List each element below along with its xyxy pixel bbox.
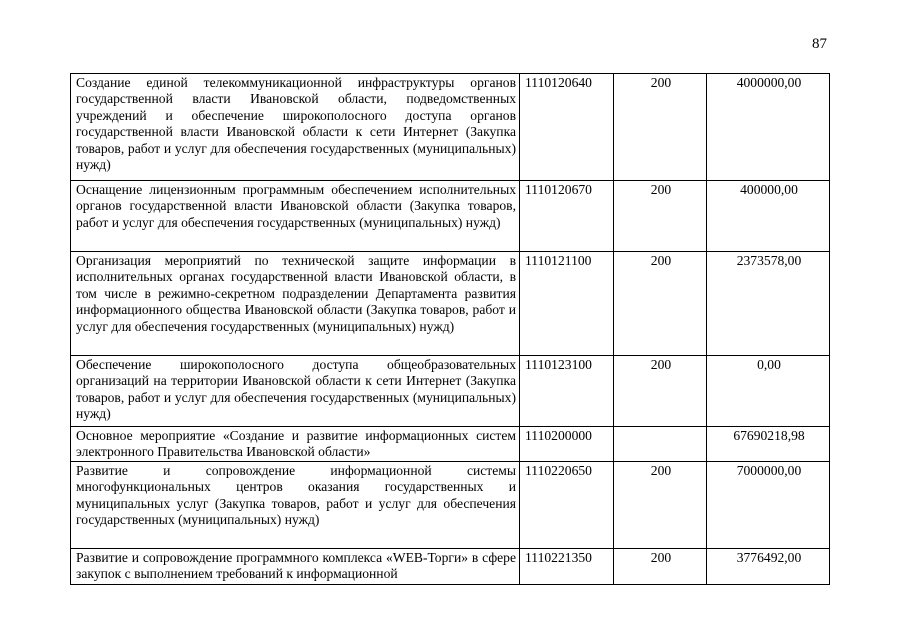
row-code: 1110120670 bbox=[520, 181, 614, 252]
row-amount: 2373578,00 bbox=[707, 252, 830, 356]
row-name: Обеспечение широкополосного доступа общеобразовательных организаций на территории Ивановской области к сети Интернет (Закупка товаров, работ и услуг для обеспечения государственных (муниципальных) нужд) bbox=[71, 356, 520, 427]
row-code: 1110120640 bbox=[520, 74, 614, 181]
table-row bbox=[71, 462, 830, 549]
budget-table bbox=[70, 73, 830, 585]
table-row bbox=[71, 252, 830, 356]
table-row bbox=[71, 181, 830, 252]
row-amount: 7000000,00 bbox=[707, 462, 830, 549]
row-code: 1110221350 bbox=[520, 549, 614, 585]
row-amount: 400000,00 bbox=[707, 181, 830, 252]
table-row bbox=[71, 74, 830, 181]
row-name: Создание единой телекоммуникационной инфраструктуры органов государственной власти Ивановской области, подведомственных учреждений и обеспечение широкополосного доступа органов государственной власти Ивановской области к сети Интернет (Закупка товаров, работ и услуг для обеспечения государственных (муниципальных) нужд) bbox=[71, 74, 520, 181]
table-row bbox=[71, 427, 830, 462]
row-expense-type: 200 bbox=[614, 252, 707, 356]
row-amount: 0,00 bbox=[707, 356, 830, 427]
table-row bbox=[71, 356, 830, 427]
row-expense-type: 200 bbox=[614, 356, 707, 427]
row-code: 1110121100 bbox=[520, 252, 614, 356]
row-code: 1110123100 bbox=[520, 356, 614, 427]
table-row bbox=[71, 549, 830, 585]
row-expense-type: 200 bbox=[614, 549, 707, 585]
row-expense-type bbox=[614, 427, 707, 462]
row-amount: 67690218,98 bbox=[707, 427, 830, 462]
row-name: Развитие и сопровождение программного комплекса «WEB-Торги» в сфере закупок с выполнением требований к информационной bbox=[71, 549, 520, 585]
row-name: Развитие и сопровождение информационной системы многофункциональных центров оказания государственных и муниципальных услуг (Закупка товаров, работ и услуг для обеспечения государственных (муниципальных) нужд) bbox=[71, 462, 520, 549]
row-name: Основное мероприятие «Создание и развитие информационных систем электронного Правительства Ивановской области» bbox=[71, 427, 520, 462]
row-code: 1110220650 bbox=[520, 462, 614, 549]
row-expense-type: 200 bbox=[614, 462, 707, 549]
row-amount: 3776492,00 bbox=[707, 549, 830, 585]
row-expense-type: 200 bbox=[614, 74, 707, 181]
page-number: 87 bbox=[812, 36, 827, 52]
row-name: Оснащение лицензионным программным обеспечением исполнительных органов государственной власти Ивановской области (Закупка товаров, работ и услуг для обеспечения государственных (муниципальных) нужд) bbox=[71, 181, 520, 252]
row-name: Организация мероприятий по технической защите информации в исполнительных органах государственной власти Ивановской области, в том числе в режимно-секретном подразделении Департамента развития информационного общества Ивановской области (Закупка товаров, работ и услуг для обеспечения государственных (муниципальных) нужд) bbox=[71, 252, 520, 356]
row-expense-type: 200 bbox=[614, 181, 707, 252]
row-amount: 4000000,00 bbox=[707, 74, 830, 181]
row-code: 1110200000 bbox=[520, 427, 614, 462]
